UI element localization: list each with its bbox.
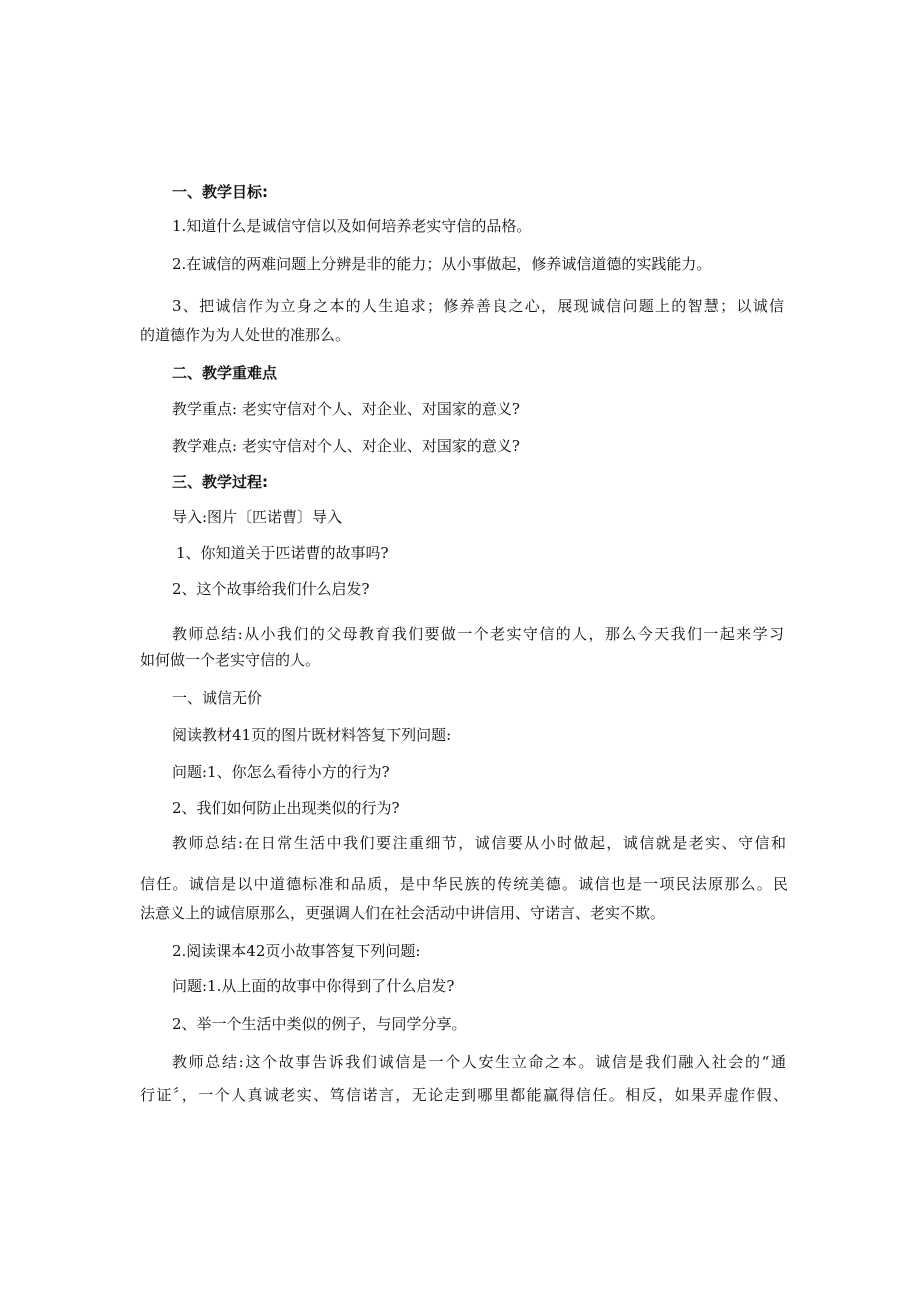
section-3-heading: 三、教学过程: xyxy=(172,473,268,491)
question-line: 2、我们如何防止出现类似的行为? xyxy=(172,799,400,817)
subsection-heading: 一、诚信无价 xyxy=(172,689,263,707)
question-line: 2、举一个生活中类似的例子，与同学分享。 xyxy=(172,1015,467,1033)
reading-line: 阅读教材41页的图片既材料答复下列问题: xyxy=(172,726,452,744)
section-2-heading: 二、教学重难点 xyxy=(172,364,278,382)
question-line: 问题:1、你怎么看待小方的行为? xyxy=(172,763,390,781)
question-line: 问题:1.从上面的故事中你得到了什么启发? xyxy=(172,977,455,995)
teacher-summary-line: 教师总结:在日常生活中我们要注重细节，诚信要从小时做起，诚信就是老实、守信和 xyxy=(172,834,786,852)
objective-1: 1.知道什么是诚信守信以及如何培养老实守信的品格。 xyxy=(172,217,532,235)
intro-line: 导入:图片〔匹诺曹〕导入 xyxy=(172,508,343,526)
objective-3-line-2: 的道德作为为人处世的准那么。 xyxy=(140,326,351,344)
section-1-heading: 一、教学目标: xyxy=(172,183,268,201)
teacher-summary-line: 教师总结:从小我们的父母教育我们要做一个老实守信的人，那么今天我们一起来学习 xyxy=(172,625,784,643)
teacher-summary-line: 法意义上的诚信原那么，更强调人们在社会活动中讲信用、守诺言、老实不欺。 xyxy=(140,904,666,922)
reading-line: 2.阅读课本42页小故事答复下列问题: xyxy=(172,942,421,960)
question-line: 1、你知道关于匹诺曹的故事吗? xyxy=(176,544,389,562)
objective-3-line-1: 3、把诚信作为立身之本的人生追求；修养善良之心，展现诚信问题上的智慧；以诚信 xyxy=(172,297,784,315)
teacher-summary-line: 如何做一个老实守信的人。 xyxy=(140,651,321,669)
difficult-point: 教学难点: 老实守信对个人、对企业、对国家的意义? xyxy=(172,437,520,455)
teacher-summary-line: 信任。诚信是以中道德标准和品质，是中华民族的传统美德。诚信也是一项民法原那么。民 xyxy=(140,875,788,893)
objective-2: 2.在诚信的两难问题上分辨是非的能力；从小事做起，修养诚信道德的实践能力。 xyxy=(172,255,712,273)
key-point: 教学重点: 老实守信对个人、对企业、对国家的意义? xyxy=(172,400,520,418)
teacher-summary-line: 教师总结:这个故事告诉我们诚信是一个人安生立命之本。诚信是我们融入社会的“通 xyxy=(172,1053,786,1071)
teacher-summary-line: 行证〞，一个人真诚老实、笃信诺言，无论走到哪里都能赢得信任。相反，如果弄虚作假、 xyxy=(140,1086,788,1104)
question-line: 2、这个故事给我们什么启发? xyxy=(172,580,370,598)
